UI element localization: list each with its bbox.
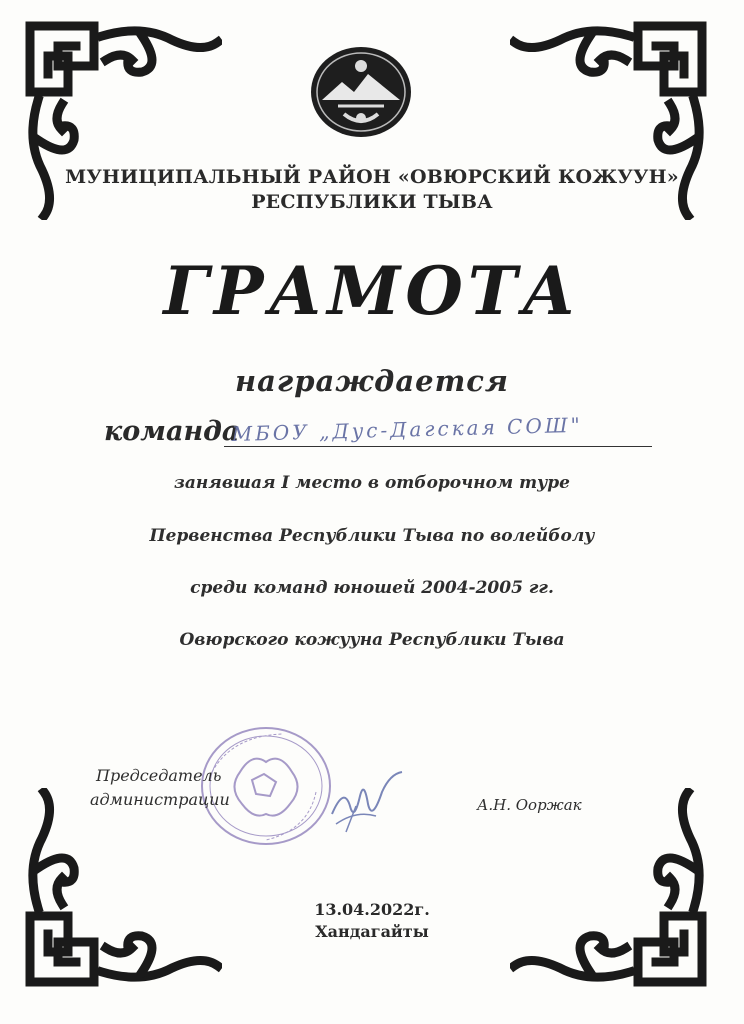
header-republic: РЕСПУБЛИКИ ТЫВА	[251, 191, 493, 213]
signatory-title-line-1: Председатель	[96, 766, 222, 785]
corner-ornament-icon	[510, 20, 710, 220]
header-district: МУНИЦИПАЛЬНЫЙ РАЙОН «ОВЮРСКИЙ КОЖУУН»	[65, 166, 679, 188]
body-line-1: занявшая I место в отборочном туре	[174, 473, 570, 493]
team-underline	[224, 446, 652, 447]
body-line-2: Первенства Республики Тыва по волейболу	[149, 526, 595, 546]
district-emblem-icon	[308, 44, 414, 140]
corner-ornament-icon	[22, 20, 222, 220]
body-line-3: среди команд юношей 2004-2005 гг.	[190, 578, 554, 598]
team-label: команда	[104, 416, 240, 447]
team-name-handwritten: МБОУ „Дус-Дагская СОШ"	[231, 412, 584, 446]
signatory-name: А.Н. Ооржак	[477, 796, 582, 814]
issue-place: Хандагайты	[315, 922, 429, 941]
awarded-text: награждается	[234, 364, 509, 398]
body-line-4: Овюрского кожууна Республики Тыва	[179, 630, 565, 650]
handwritten-signature-icon	[326, 766, 406, 836]
corner-ornament-icon	[510, 788, 710, 988]
certificate-title: ГРАМОТА	[163, 252, 581, 330]
official-seal-stamp-icon	[192, 722, 332, 850]
signatory-title-line-2: администрации	[90, 790, 230, 809]
issue-date: 13.04.2022г.	[314, 900, 430, 919]
